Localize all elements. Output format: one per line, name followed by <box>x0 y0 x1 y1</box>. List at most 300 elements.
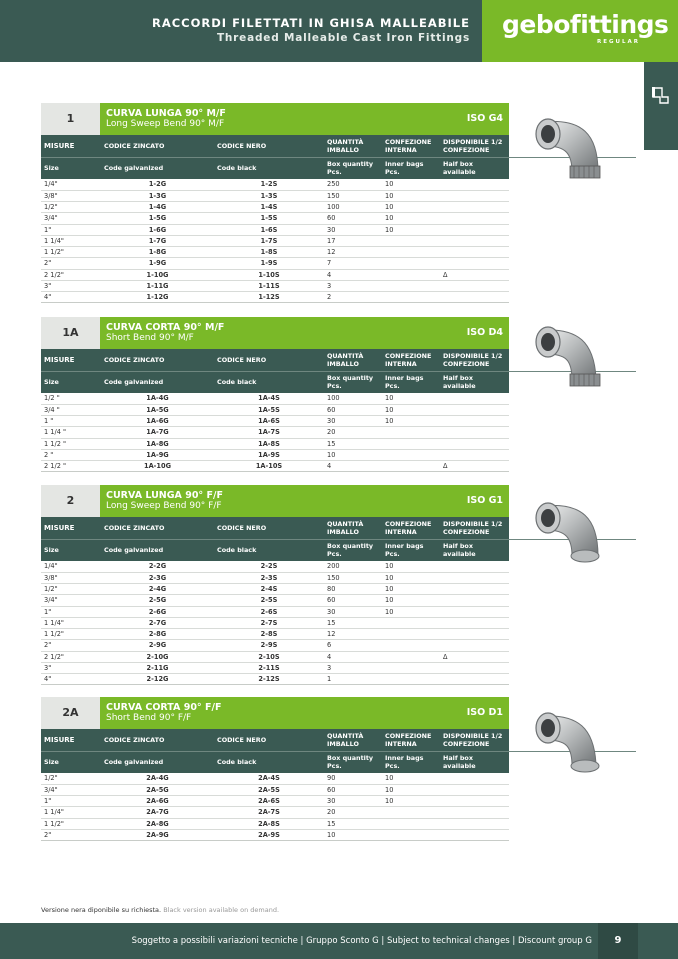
table-cell <box>440 584 509 595</box>
table-cell: 1A-8S <box>214 438 324 449</box>
table-cell: 1A-5S <box>214 404 324 415</box>
table-cell: 3 <box>324 280 382 291</box>
table-cell <box>440 202 509 213</box>
table-cell: 10 <box>382 773 440 784</box>
table-cell: 1-3S <box>214 190 324 201</box>
section-title-en: Long Sweep Bend 90° F/F <box>106 501 222 511</box>
table-cell: 10 <box>382 224 440 235</box>
column-header: DISPONIBILE 1/2 CONFEZIONE <box>440 729 509 751</box>
blank-cell <box>509 213 636 224</box>
table-cell: 1-2G <box>101 179 214 190</box>
table-row <box>41 202 636 213</box>
table-cell: 150 <box>324 572 382 583</box>
column-subheader: Box quantity Pcs. <box>324 751 382 773</box>
table-cell: 1 1/2" <box>41 629 101 640</box>
blank-cell <box>509 617 636 628</box>
table-cell: 3/8" <box>41 572 101 583</box>
table-cell <box>440 773 509 784</box>
table-cell: 1-9G <box>101 258 214 269</box>
table-cell: 1-2S <box>214 179 324 190</box>
table-cell <box>440 796 509 807</box>
table-cell: 2-11S <box>214 662 324 673</box>
table-row <box>41 404 636 415</box>
table-cell <box>382 829 440 840</box>
table-cell: 12 <box>324 629 382 640</box>
section-title-it: CURVA LUNGA 90° F/F <box>106 490 223 501</box>
table-cell: 1-10G <box>101 269 214 280</box>
page-number: 9 <box>598 923 638 959</box>
table-cell: 2A-7G <box>101 807 214 818</box>
section-number: 1A <box>41 317 100 349</box>
table-cell <box>382 235 440 246</box>
table-cell: 2 " <box>41 449 101 460</box>
table-cell <box>440 213 509 224</box>
column-header: CONFEZIONE INTERNA <box>382 349 440 371</box>
table-cell: 1 1/4" <box>41 807 101 818</box>
table-cell: 3" <box>41 280 101 291</box>
column-header: DISPONIBILE 1/2 CONFEZIONE <box>440 135 509 157</box>
table-cell: 2-8G <box>101 629 214 640</box>
table-cell: 1-12G <box>101 292 214 303</box>
column-subheader: Half box available <box>440 371 509 393</box>
table-cell: 2-3S <box>214 572 324 583</box>
table-row <box>41 292 636 303</box>
column-header: QUANTITÀ IMBALLO <box>324 517 382 539</box>
table-cell <box>440 674 509 685</box>
blank-cell <box>509 292 636 303</box>
table-cell: 1" <box>41 224 101 235</box>
column-subheader: Box quantity Pcs. <box>324 157 382 179</box>
table-cell: 1 1/4 " <box>41 427 101 438</box>
short-bend-ff-icon <box>532 702 612 786</box>
table-cell: Δ <box>440 651 509 662</box>
section-title <box>100 103 509 135</box>
table-cell <box>382 258 440 269</box>
table-cell: 1-8S <box>214 247 324 258</box>
footer-text: Soggetto a possibili variazioni tecniche | Gruppo Sconto G | Subject to technical changes | Discount group G <box>131 936 592 946</box>
table-cell <box>382 461 440 472</box>
table-cell: 30 <box>324 796 382 807</box>
table-cell: 10 <box>382 606 440 617</box>
table-cell: 20 <box>324 807 382 818</box>
long-sweep-bend-ff-icon <box>532 492 612 576</box>
logo-sub-text: REGULAR <box>597 39 640 45</box>
table-cell: 1 1/4" <box>41 235 101 246</box>
table-cell <box>382 629 440 640</box>
table-cell: 2" <box>41 258 101 269</box>
table-cell <box>440 829 509 840</box>
table-cell: 2A-8G <box>101 818 214 829</box>
column-subheader: Box quantity Pcs. <box>324 539 382 561</box>
long-sweep-bend-mf-icon <box>532 108 612 192</box>
table-cell: 3/4" <box>41 595 101 606</box>
footnote-it: Versione nera diponibile su richiesta. <box>41 906 162 914</box>
table-cell: 80 <box>324 584 382 595</box>
table-cell: 2-2G <box>101 561 214 572</box>
column-header: CODICE NERO <box>214 135 324 157</box>
table-cell: 1A-6G <box>101 416 214 427</box>
blank-cell <box>509 829 636 840</box>
table-cell <box>440 292 509 303</box>
table-cell: 2A-8S <box>214 818 324 829</box>
table-cell <box>440 258 509 269</box>
page-footer <box>0 923 678 959</box>
table-cell: 1/4" <box>41 179 101 190</box>
table-cell: 200 <box>324 561 382 572</box>
table-cell: 1-6S <box>214 224 324 235</box>
table-cell: 1-7G <box>101 235 214 246</box>
section-title <box>100 697 509 729</box>
table-cell: 2-9G <box>101 640 214 651</box>
blank-cell <box>509 674 636 685</box>
table-cell: 30 <box>324 416 382 427</box>
table-cell: 250 <box>324 179 382 190</box>
table-cell <box>440 416 509 427</box>
blank-cell <box>509 404 636 415</box>
table-cell: 2" <box>41 640 101 651</box>
column-header: CONFEZIONE INTERNA <box>382 729 440 751</box>
table-cell: 2-6G <box>101 606 214 617</box>
table-cell: 12 <box>324 247 382 258</box>
table-row <box>41 224 636 235</box>
table-cell: 1" <box>41 796 101 807</box>
column-subheader: Size <box>41 751 101 773</box>
blank-cell <box>509 247 636 258</box>
table-row <box>41 449 636 460</box>
blank-cell <box>509 258 636 269</box>
table-cell: 1/2" <box>41 202 101 213</box>
table-cell: 2 <box>324 292 382 303</box>
table-cell: 10 <box>382 190 440 201</box>
table-cell: 6 <box>324 640 382 651</box>
blank-cell <box>509 629 636 640</box>
table-row <box>41 438 636 449</box>
column-subheader: Half box available <box>440 751 509 773</box>
table-cell: 2A-5G <box>101 784 214 795</box>
iso-code: ISO G1 <box>466 495 503 506</box>
table-cell: 2 1/2" <box>41 269 101 280</box>
column-header: CODICE NERO <box>214 349 324 371</box>
blank-cell <box>509 651 636 662</box>
table-cell: 10 <box>382 179 440 190</box>
table-cell: 100 <box>324 393 382 404</box>
table-cell: 2-3G <box>101 572 214 583</box>
table-cell <box>440 280 509 291</box>
brand-logo <box>482 0 678 62</box>
table-cell <box>382 662 440 673</box>
table-cell: 2-12G <box>101 674 214 685</box>
short-bend-mf-icon <box>532 316 612 400</box>
section-number: 2A <box>41 697 100 729</box>
blank-cell <box>509 640 636 651</box>
table-cell: 10 <box>382 572 440 583</box>
table-cell: 2-10G <box>101 651 214 662</box>
column-subheader: Inner bags Pcs. <box>382 157 440 179</box>
table-cell: 2" <box>41 829 101 840</box>
table-cell: 1-12S <box>214 292 324 303</box>
footnote <box>41 906 279 914</box>
table-cell <box>440 427 509 438</box>
header-titles <box>152 16 470 46</box>
column-subheader: Box quantity Pcs. <box>324 371 382 393</box>
table-cell <box>440 404 509 415</box>
table-cell: 1 1/2" <box>41 247 101 258</box>
table-cell: 15 <box>324 438 382 449</box>
table-cell: 3/8" <box>41 190 101 201</box>
table-cell: 1/2" <box>41 773 101 784</box>
blank-cell <box>509 438 636 449</box>
section-title-en: Short Bend 90° M/F <box>106 333 194 343</box>
table-cell <box>440 807 509 818</box>
table-row <box>41 807 636 818</box>
column-header: CODICE NERO <box>214 517 324 539</box>
blank-cell <box>509 427 636 438</box>
table-cell: 10 <box>382 416 440 427</box>
table-cell: 1-11S <box>214 280 324 291</box>
table-cell: 2-9S <box>214 640 324 651</box>
column-header: MISURE <box>41 729 101 751</box>
table-cell: 1/2 " <box>41 393 101 404</box>
table-cell: 90 <box>324 773 382 784</box>
table-cell: 4" <box>41 292 101 303</box>
table-row <box>41 606 636 617</box>
table-cell: 1A-4G <box>101 393 214 404</box>
table-row <box>41 461 636 472</box>
section-title <box>100 485 509 517</box>
section-title-it: CURVA CORTA 90° F/F <box>106 702 222 713</box>
table-cell: 2-12S <box>214 674 324 685</box>
column-header: MISURE <box>41 349 101 371</box>
table-cell: 10 <box>382 202 440 213</box>
table-cell: 1 1/2 " <box>41 438 101 449</box>
footnote-en: Black version available on demand. <box>163 906 280 914</box>
table-cell <box>382 818 440 829</box>
column-header: CODICE ZINCATO <box>101 349 214 371</box>
table-cell: 1" <box>41 606 101 617</box>
table-cell: 20 <box>324 427 382 438</box>
table-row <box>41 247 636 258</box>
section-title-it: CURVA LUNGA 90° M/F <box>106 108 226 119</box>
column-header: CODICE ZINCATO <box>101 729 214 751</box>
table-cell <box>382 640 440 651</box>
table-cell: 2-8S <box>214 629 324 640</box>
table-cell <box>440 438 509 449</box>
section-number: 2 <box>41 485 100 517</box>
table-cell: 10 <box>382 595 440 606</box>
section-number: 1 <box>41 103 100 135</box>
table-cell: 1-10S <box>214 269 324 280</box>
header-title-it: RACCORDI FILETTATI IN GHISA MALLEABILE <box>151 16 470 30</box>
section-title-en: Short Bend 90° F/F <box>106 713 192 723</box>
table-row <box>41 258 636 269</box>
table-cell: 10 <box>382 404 440 415</box>
column-subheader: Code galvanized <box>101 371 214 393</box>
table-cell <box>382 438 440 449</box>
table-cell <box>440 784 509 795</box>
blank-cell <box>509 224 636 235</box>
table-cell <box>382 269 440 280</box>
section-title-it: CURVA CORTA 90° M/F <box>106 322 225 333</box>
table-cell: 1 <box>324 674 382 685</box>
table-cell: 1-7S <box>214 235 324 246</box>
iso-code: ISO G4 <box>466 113 503 124</box>
table-cell <box>382 807 440 818</box>
blank-cell <box>509 461 636 472</box>
table-cell: 15 <box>324 818 382 829</box>
column-header: MISURE <box>41 517 101 539</box>
section-title <box>100 317 509 349</box>
table-cell: 1-4S <box>214 202 324 213</box>
table-cell: 1A-8G <box>101 438 214 449</box>
table-row <box>41 818 636 829</box>
table-cell: 1A-4S <box>214 393 324 404</box>
table-cell: 100 <box>324 202 382 213</box>
table-cell <box>382 247 440 258</box>
logo-main-text: gebofittings <box>502 10 669 39</box>
table-cell <box>440 606 509 617</box>
table-cell <box>440 818 509 829</box>
table-cell <box>440 235 509 246</box>
table-cell: 1-5G <box>101 213 214 224</box>
table-cell: 2-7G <box>101 617 214 628</box>
column-subheader: Size <box>41 371 101 393</box>
column-header: CONFEZIONE INTERNA <box>382 517 440 539</box>
table-cell <box>382 651 440 662</box>
table-cell: 1A-9G <box>101 449 214 460</box>
table-cell: 17 <box>324 235 382 246</box>
column-header: CODICE ZINCATO <box>101 135 214 157</box>
table-row <box>41 629 636 640</box>
table-cell <box>440 190 509 201</box>
column-header: DISPONIBILE 1/2 CONFEZIONE <box>440 349 509 371</box>
header-title-en: Threaded Malleable Cast Iron Fittings <box>216 32 470 44</box>
column-subheader: Size <box>41 157 101 179</box>
table-cell: 30 <box>324 606 382 617</box>
table-cell: 2-4S <box>214 584 324 595</box>
table-cell <box>440 629 509 640</box>
table-cell: 10 <box>324 829 382 840</box>
table-cell: 1-5S <box>214 213 324 224</box>
table-cell: 1/4" <box>41 561 101 572</box>
table-cell: 1 1/4" <box>41 617 101 628</box>
table-row <box>41 617 636 628</box>
table-cell: 2A-5S <box>214 784 324 795</box>
table-cell: 1A-10S <box>214 461 324 472</box>
table-cell: 2A-9S <box>214 829 324 840</box>
section-title-en: Long Sweep Bend 90° M/F <box>106 119 225 129</box>
table-cell: 2-11G <box>101 662 214 673</box>
table-cell <box>440 393 509 404</box>
column-subheader: Code black <box>214 371 324 393</box>
column-header: QUANTITÀ IMBALLO <box>324 729 382 751</box>
table-cell: 1-9S <box>214 258 324 269</box>
table-cell: 4 <box>324 461 382 472</box>
table-cell: 150 <box>324 190 382 201</box>
table-row <box>41 829 636 840</box>
table-row <box>41 213 636 224</box>
table-cell <box>382 674 440 685</box>
table-cell: 7 <box>324 258 382 269</box>
table-cell: 2-4G <box>101 584 214 595</box>
table-cell: 1 " <box>41 416 101 427</box>
table-row <box>41 269 636 280</box>
table-cell: 4 <box>324 651 382 662</box>
table-row <box>41 662 636 673</box>
blank-cell <box>509 796 636 807</box>
table-cell <box>440 640 509 651</box>
column-subheader: Code galvanized <box>101 751 214 773</box>
table-cell: 2-5G <box>101 595 214 606</box>
table-cell <box>382 292 440 303</box>
column-header: CODICE NERO <box>214 729 324 751</box>
column-subheader: Code galvanized <box>101 539 214 561</box>
table-cell: 1-4G <box>101 202 214 213</box>
table-row <box>41 796 636 807</box>
blank-cell <box>509 584 636 595</box>
table-cell: 60 <box>324 213 382 224</box>
blank-cell <box>509 606 636 617</box>
table-cell: 1-6G <box>101 224 214 235</box>
blank-cell <box>509 269 636 280</box>
table-row <box>41 595 636 606</box>
table-cell: 1-11G <box>101 280 214 291</box>
table-row <box>41 427 636 438</box>
table-cell: 2A-4G <box>101 773 214 784</box>
page-header <box>0 0 678 62</box>
table-cell: 3 <box>324 662 382 673</box>
column-header: CODICE ZINCATO <box>101 517 214 539</box>
table-cell: 2-7S <box>214 617 324 628</box>
column-subheader: Code black <box>214 751 324 773</box>
table-cell <box>440 595 509 606</box>
table-cell <box>382 280 440 291</box>
table-cell: 1 1/2" <box>41 818 101 829</box>
column-header: CONFEZIONE INTERNA <box>382 135 440 157</box>
table-cell: 1-3G <box>101 190 214 201</box>
blank-cell <box>509 807 636 818</box>
table-row <box>41 280 636 291</box>
table-cell: 30 <box>324 224 382 235</box>
table-cell: 60 <box>324 404 382 415</box>
table-cell <box>440 224 509 235</box>
table-cell: 3/4" <box>41 784 101 795</box>
table-cell: 2A-6S <box>214 796 324 807</box>
table-cell: 2-10S <box>214 651 324 662</box>
table-cell: Δ <box>440 269 509 280</box>
table-cell: 60 <box>324 784 382 795</box>
table-row <box>41 640 636 651</box>
elbow-fitting-icon <box>650 84 672 106</box>
table-row <box>41 416 636 427</box>
blank-cell <box>509 595 636 606</box>
table-row <box>41 674 636 685</box>
column-header: MISURE <box>41 135 101 157</box>
table-cell: 2A-9G <box>101 829 214 840</box>
column-subheader: Size <box>41 539 101 561</box>
table-cell <box>440 247 509 258</box>
table-cell <box>440 617 509 628</box>
table-cell: 4 <box>324 269 382 280</box>
table-cell: 10 <box>324 449 382 460</box>
blank-cell <box>509 202 636 213</box>
table-cell: Δ <box>440 461 509 472</box>
table-cell: 2 1/2 " <box>41 461 101 472</box>
table-cell: 10 <box>382 561 440 572</box>
table-cell <box>440 662 509 673</box>
column-header: DISPONIBILE 1/2 CONFEZIONE <box>440 517 509 539</box>
table-cell <box>440 449 509 460</box>
table-cell: 3/4" <box>41 213 101 224</box>
